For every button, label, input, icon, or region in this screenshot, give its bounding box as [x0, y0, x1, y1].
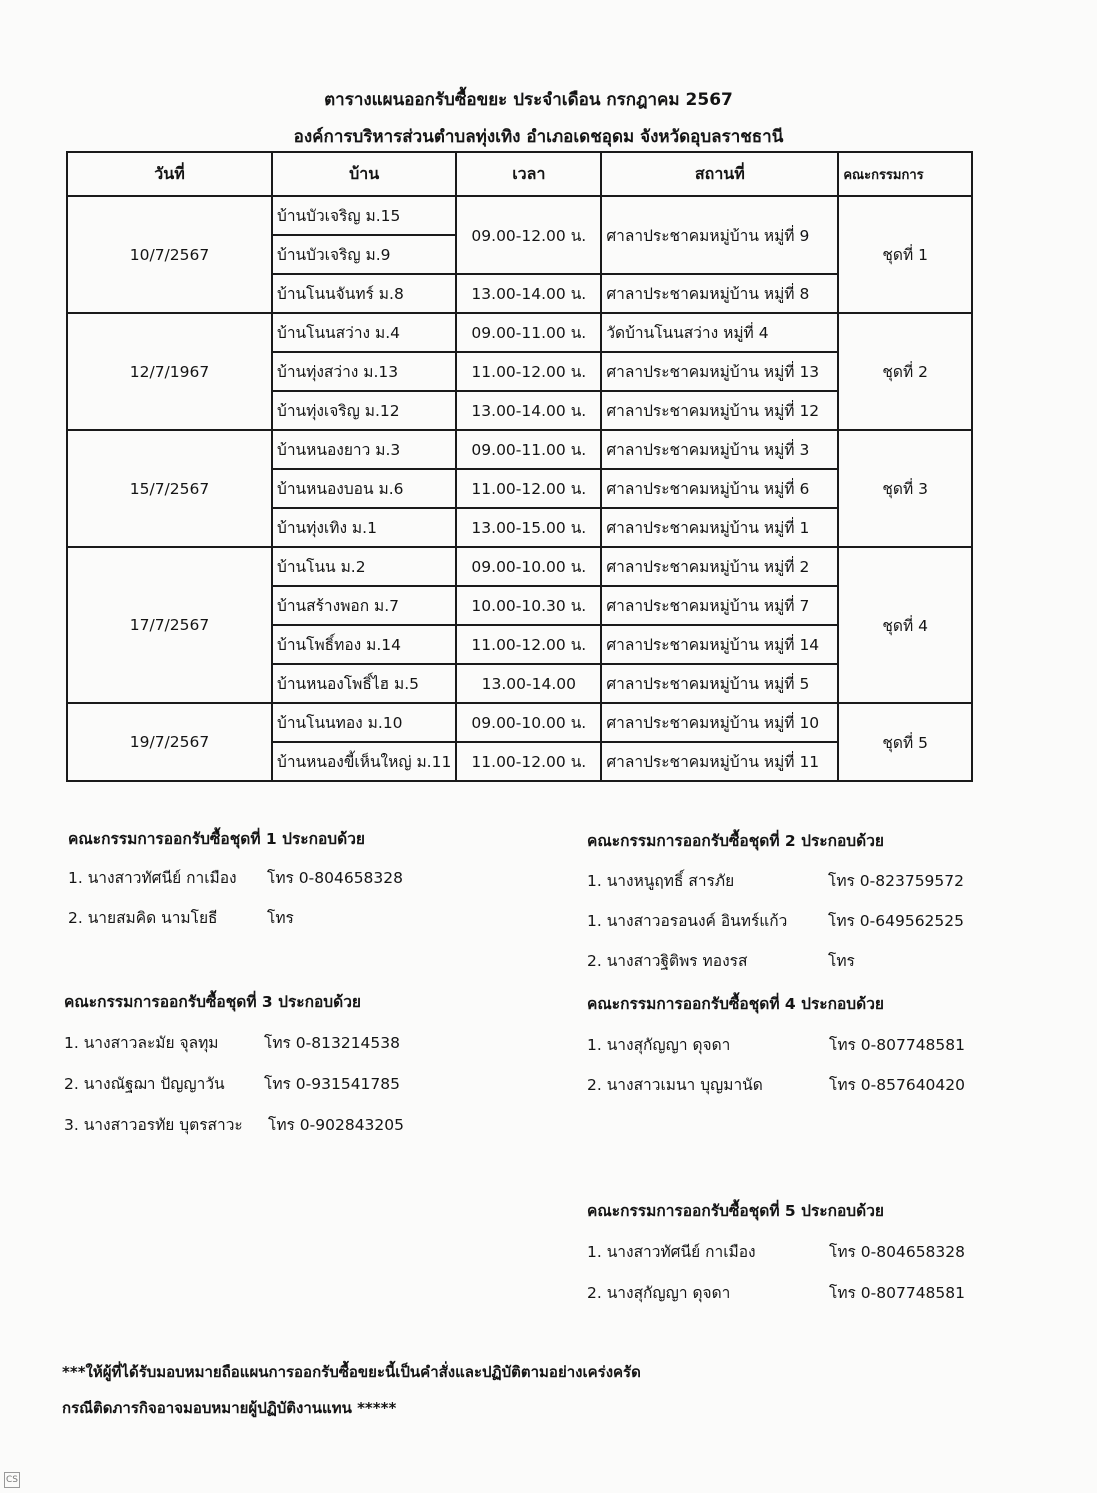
member-phone: โทร	[267, 909, 294, 927]
place-cell: ศาลาประชาคมหมู่บ้าน หมู่ที่ 9	[601, 196, 838, 274]
committee-cell: ชุดที่ 3	[838, 430, 972, 547]
table-row	[67, 703, 972, 742]
table-header-row	[67, 152, 972, 196]
place-cell: ศาลาประชาคมหมู่บ้าน หมู่ที่ 5	[601, 664, 838, 703]
time-cell: 09.00-11.00 น.	[456, 313, 601, 352]
time-cell: 11.00-12.00 น.	[456, 742, 601, 781]
member-name: 2. นางสุกัญญา ดุจดา	[587, 1284, 731, 1302]
time-cell: 11.00-12.00 น.	[456, 625, 601, 664]
place-cell: ศาลาประชาคมหมู่บ้าน หมู่ที่ 1	[601, 508, 838, 547]
committee-heading: คณะกรรมการออกรับซื้อชุดที่ 1 ประกอบด้วย	[68, 830, 365, 848]
instruction-note: ***ให้ผู้ที่ได้รับมอบหมายถือแผนการออกรับซื้อขยะนี้เป็นคำสั่งและปฏิบัติตามอย่างเคร่งครัด	[62, 1363, 641, 1381]
member-name: 2. นางสาวฐิติพร ทองรส	[587, 952, 748, 970]
village-cell: บ้านสร้างพอก ม.7	[272, 586, 456, 625]
header-date: วันที่	[67, 152, 272, 196]
time-cell: 11.00-12.00 น.	[456, 352, 601, 391]
member-name: 2. นายสมคิด นามโยธี	[68, 909, 218, 927]
time-cell: 13.00-14.00	[456, 664, 601, 703]
table-row	[67, 196, 972, 235]
village-cell: บ้านโนนจันทร์ ม.8	[272, 274, 456, 313]
committee-heading: คณะกรรมการออกรับซื้อชุดที่ 5 ประกอบด้วย	[587, 1202, 884, 1220]
date-cell: 15/7/2567	[67, 430, 272, 547]
header-village: บ้าน	[272, 152, 456, 196]
time-cell: 13.00-14.00 น.	[456, 391, 601, 430]
date-cell: 12/7/1967	[67, 313, 272, 430]
committee-member	[64, 1030, 524, 1050]
member-phone: โทร 0-804658328	[267, 869, 404, 887]
member-phone: โทร 0-902843205	[268, 1116, 405, 1134]
member-phone: โทร 0-931541785	[264, 1075, 401, 1093]
committee-member	[68, 865, 528, 885]
village-cell: บ้านหนองบอน ม.6	[272, 469, 456, 508]
member-phone: โทร 0-813214538	[264, 1034, 401, 1052]
committee-member	[587, 908, 1007, 928]
village-cell: บ้านบัวเจริญ ม.9	[272, 235, 456, 274]
header-place: สถานที่	[601, 152, 838, 196]
member-phone: โทร 0-807748581	[829, 1284, 966, 1302]
committee-4-section	[587, 991, 1007, 1092]
village-cell: บ้านทุ่งสว่าง ม.13	[272, 352, 456, 391]
time-cell: 13.00-14.00 น.	[456, 274, 601, 313]
village-cell: บ้านโพธิ์ทอง ม.14	[272, 625, 456, 664]
member-phone: โทร 0-807748581	[829, 1036, 966, 1054]
committee-cell: ชุดที่ 5	[838, 703, 972, 781]
member-name: 1. นางหนูฤทธิ์ สารภัย	[587, 872, 735, 890]
member-phone: โทร 0-649562525	[828, 912, 965, 930]
place-cell: ศาลาประชาคมหมู่บ้าน หมู่ที่ 8	[601, 274, 838, 313]
village-cell: บ้านทุ่งเจริญ ม.12	[272, 391, 456, 430]
committee-member	[587, 868, 1007, 888]
scanner-logo-icon: CS	[4, 1472, 20, 1488]
member-name: 1. นางสาวละมัย จุลทุม	[64, 1034, 219, 1052]
committee-member	[64, 1112, 524, 1132]
place-cell: ศาลาประชาคมหมู่บ้าน หมู่ที่ 3	[601, 430, 838, 469]
time-cell: 13.00-15.00 น.	[456, 508, 601, 547]
time-cell: 10.00-10.30 น.	[456, 586, 601, 625]
time-cell: 09.00-10.00 น.	[456, 547, 601, 586]
village-cell: บ้านหนองโพธิ์ไฮ ม.5	[272, 664, 456, 703]
table-row	[67, 430, 972, 469]
committee-cell: ชุดที่ 4	[838, 547, 972, 703]
schedule-table	[66, 151, 973, 782]
village-cell: บ้านโนน ม.2	[272, 547, 456, 586]
place-cell: ศาลาประชาคมหมู่บ้าน หมู่ที่ 12	[601, 391, 838, 430]
member-name: 2. นางณัฐฌา ปัญญาวัน	[64, 1075, 225, 1093]
header-time: เวลา	[456, 152, 601, 196]
member-phone: โทร 0-823759572	[828, 872, 965, 890]
member-name: 2. นางสาวเมนา บุญมานัด	[587, 1076, 763, 1094]
place-cell: ศาลาประชาคมหมู่บ้าน หมู่ที่ 14	[601, 625, 838, 664]
document-subtitle: องค์การบริหารส่วนตำบลทุ่งเทิง อำเภอเดชอุดม จังหวัดอุบลราชธานี	[293, 127, 784, 147]
committee-member	[64, 1071, 524, 1091]
place-cell: ศาลาประชาคมหมู่บ้าน หมู่ที่ 6	[601, 469, 838, 508]
member-name: 3. นางสาวอรทัย บุตรสาวะ	[64, 1116, 243, 1134]
document-title: ตารางแผนออกรับซื้อขยะ ประจำเดือน กรกฎาคม 2567	[324, 90, 733, 110]
village-cell: บ้านหนองขี้เห็นใหญ่ ม.11	[272, 742, 456, 781]
committee-heading: คณะกรรมการออกรับซื้อชุดที่ 4 ประกอบด้วย	[587, 995, 884, 1013]
place-cell: ศาลาประชาคมหมู่บ้าน หมู่ที่ 2	[601, 547, 838, 586]
place-cell: ศาลาประชาคมหมู่บ้าน หมู่ที่ 7	[601, 586, 838, 625]
committee-member	[587, 1280, 1007, 1300]
time-cell: 09.00-11.00 น.	[456, 430, 601, 469]
delegation-note: กรณีติดภารกิจอาจมอบหมายผู้ปฏิบัติงานแทน *****	[62, 1399, 397, 1417]
committee-heading: คณะกรรมการออกรับซื้อชุดที่ 3 ประกอบด้วย	[64, 993, 361, 1011]
member-name: 1. นางสาวทัศนีย์ กาเมือง	[68, 869, 237, 887]
date-cell: 10/7/2567	[67, 196, 272, 313]
date-cell: 17/7/2567	[67, 547, 272, 703]
member-name: 1. นางสาวอรอนงค์ อินทร์แก้ว	[587, 912, 788, 930]
committee-cell: ชุดที่ 2	[838, 313, 972, 430]
header-committee: คณะกรรมการ	[838, 152, 972, 196]
village-cell: บ้านทุ่งเทิง ม.1	[272, 508, 456, 547]
time-cell: 09.00-10.00 น.	[456, 703, 601, 742]
committee-cell: ชุดที่ 1	[838, 196, 972, 313]
committee-member	[587, 1239, 1007, 1259]
table-row	[67, 547, 972, 586]
committee-heading: คณะกรรมการออกรับซื้อชุดที่ 2 ประกอบด้วย	[587, 832, 884, 850]
committee-member	[587, 948, 1007, 968]
time-cell: 09.00-12.00 น.	[456, 196, 601, 274]
table-row	[67, 313, 972, 352]
village-cell: บ้านโนนทอง ม.10	[272, 703, 456, 742]
committee-member	[68, 905, 528, 925]
member-name: 1. นางสุกัญญา ดุจดา	[587, 1036, 731, 1054]
place-cell: ศาลาประชาคมหมู่บ้าน หมู่ที่ 10	[601, 703, 838, 742]
place-cell: ศาลาประชาคมหมู่บ้าน หมู่ที่ 11	[601, 742, 838, 781]
committee-5-section	[587, 1198, 1007, 1300]
member-phone: โทร 0-857640420	[829, 1076, 966, 1094]
committee-1-section	[68, 826, 528, 925]
place-cell: ศาลาประชาคมหมู่บ้าน หมู่ที่ 13	[601, 352, 838, 391]
village-cell: บ้านโนนสว่าง ม.4	[272, 313, 456, 352]
committee-member	[587, 1072, 1007, 1092]
time-cell: 11.00-12.00 น.	[456, 469, 601, 508]
committee-3-section	[64, 989, 524, 1132]
member-name: 1. นางสาวทัศนีย์ กาเมือง	[587, 1243, 756, 1261]
village-cell: บ้านหนองยาว ม.3	[272, 430, 456, 469]
date-cell: 19/7/2567	[67, 703, 272, 781]
committee-member	[587, 1032, 1007, 1052]
committee-2-section	[587, 828, 1007, 968]
member-phone: โทร 0-804658328	[829, 1243, 966, 1261]
village-cell: บ้านบัวเจริญ ม.15	[272, 196, 456, 235]
member-phone: โทร	[828, 952, 855, 970]
place-cell: วัดบ้านโนนสว่าง หมู่ที่ 4	[601, 313, 838, 352]
